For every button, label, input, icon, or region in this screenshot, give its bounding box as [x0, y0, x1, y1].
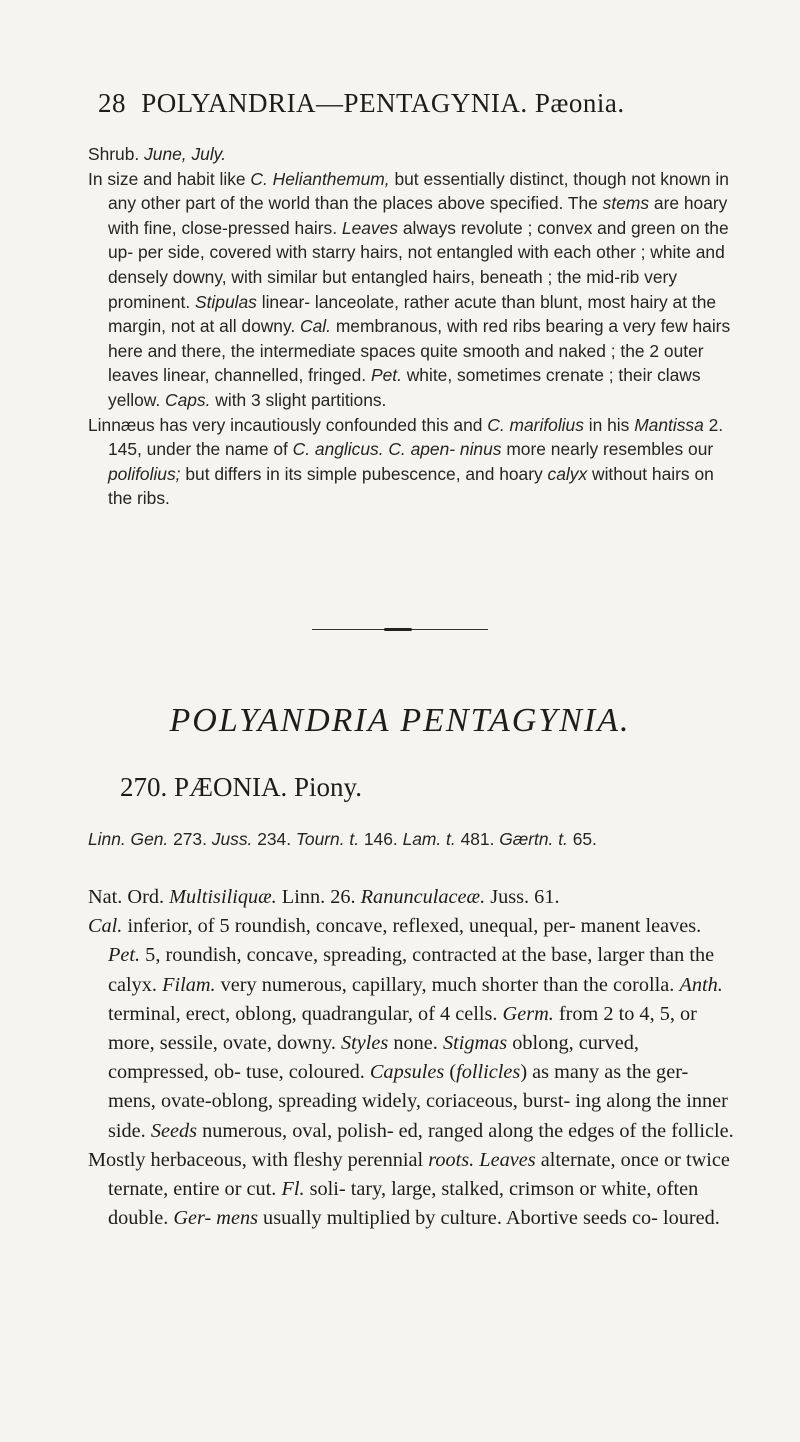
- text-run: (: [444, 1061, 457, 1084]
- text-run: 234.: [252, 829, 296, 849]
- text-run: soli- tary, large, stalked, crimson or white, often double.: [108, 1178, 699, 1230]
- text-run: Mostly herbaceous, with fleshy perennial: [88, 1148, 429, 1171]
- text-run: 273.: [168, 829, 212, 849]
- genus-description: [88, 883, 738, 1233]
- text-run: more nearly resembles our: [501, 439, 714, 460]
- text-run-italic: Lam. t.: [402, 829, 456, 849]
- text-run-italic: Filam.: [162, 973, 216, 996]
- text-run: but essentially distinct, though not known in any other part of the world than the places above specified. The: [108, 168, 729, 214]
- text-run: 481.: [455, 829, 500, 849]
- text-run: 65.: [567, 829, 597, 849]
- running-genus: Pæonia.: [534, 88, 625, 118]
- text-run: white, sometimes crenate ; their claws yellow.: [108, 365, 701, 410]
- text-run-italic: roots.: [428, 1148, 475, 1171]
- text-run-italic: Germ.: [502, 1002, 554, 1025]
- section-title: POLYANDRIA PENTAGYNIA.: [169, 702, 631, 739]
- text-run: Nat. Ord.: [88, 886, 170, 908]
- text-run-italic: Multisiliquæ.: [169, 886, 277, 908]
- text-run: 2. 145, under the name of: [108, 414, 724, 460]
- page-header: [98, 88, 738, 119]
- text-run: Linnæus has very incautiously confounded this and: [88, 414, 488, 435]
- running-title: POLYANDRIA—PENTAGYNIA.: [141, 88, 528, 118]
- text-run: but differs in its simple pubescence, and hoary: [180, 463, 548, 484]
- text-run: usually multiplied by culture. Abortive seeds co- loured.: [257, 1207, 720, 1230]
- text-run: Linn. 26.: [276, 886, 361, 908]
- text-run-italic: Seeds: [150, 1119, 197, 1142]
- species-paragraph: [88, 413, 738, 511]
- species-paragraph: [88, 142, 738, 167]
- text-run-italic: Juss.: [211, 829, 253, 849]
- species-description: [88, 142, 738, 511]
- text-run-italic: Tourn. t.: [295, 829, 360, 849]
- genus-paragraph: [88, 912, 738, 1146]
- text-run-italic: Stipulas: [195, 291, 257, 312]
- text-run: 5, roundish, concave, spreading, contracted at the base, larger than the calyx.: [108, 944, 715, 996]
- text-run: Shrub.: [88, 144, 145, 164]
- references-line: [88, 827, 738, 852]
- text-run: without hairs on the ribs.: [108, 463, 714, 509]
- text-run: from 2 to 4, 5, or more, sessile, ovate, downy.: [108, 1002, 697, 1055]
- text-run-italic: Gærtn. t.: [499, 829, 568, 849]
- genus-heading: 270. PÆONIA. Piony.: [120, 772, 363, 802]
- text-run: terminal, erect, oblong, quadrangular, of 4 cells.: [108, 1002, 503, 1025]
- text-run-italic: polifolius;: [108, 463, 181, 484]
- genus-paragraph: [88, 1146, 738, 1234]
- text-run-italic: Styles: [341, 1032, 389, 1055]
- text-run: 146.: [359, 829, 403, 849]
- text-run: always revolute ; convex and green on the up- per side, covered with starry hairs, not entangled with each other ; white and densely downy, with similar but entangled hairs, beneath ; the mid-rib very prominent.: [108, 217, 729, 312]
- text-run-italic: C. Helianthemum,: [250, 168, 390, 189]
- text-run-italic: Cal.: [88, 915, 123, 938]
- text-run-italic: stems: [602, 193, 650, 214]
- text-run: oblong, curved, compressed, ob- tuse, coloured.: [108, 1032, 639, 1084]
- divider-flourish: [384, 628, 412, 631]
- text-run-italic: Leaves: [479, 1148, 536, 1171]
- text-run-italic: Leaves: [341, 217, 398, 238]
- text-run-italic: Mantissa: [634, 414, 704, 435]
- text-run-italic: Stigmas: [442, 1032, 508, 1055]
- text-run: inferior, of 5 roundish, concave, reflexed, unequal, per- manent leaves.: [122, 915, 702, 938]
- text-run-italic: Pet.: [370, 365, 402, 386]
- text-run-italic: Ranunculaceæ.: [360, 886, 486, 908]
- text-run: numerous, oval, polish- ed, ranged along the edges of the follicle.: [197, 1119, 734, 1142]
- text-run-italic: June, July.: [144, 144, 226, 164]
- text-run-italic: calyx: [547, 463, 588, 484]
- text-run: very numerous, capillary, much shorter than the corolla.: [215, 973, 680, 996]
- text-run: with 3 slight partitions.: [210, 389, 387, 410]
- text-run-italic: Ger- mens: [173, 1207, 258, 1230]
- text-run: are hoary with fine, close-pressed hairs.: [108, 193, 728, 238]
- text-run: In size and habit like: [88, 168, 251, 189]
- text-run: ) as many as the ger- mens, ovate-oblong, spreading widely, coriaceous, burst- ing along the inner side.: [108, 1061, 728, 1142]
- text-run: alternate, once or twice ternate, entire or cut.: [108, 1148, 730, 1201]
- text-run-italic: Fl.: [281, 1178, 305, 1201]
- text-run: linear- lanceolate, rather acute than blunt, most hairy at the margin, not at all downy.: [108, 291, 717, 337]
- text-run-italic: C. anglicus. C. apen- ninus: [292, 439, 502, 460]
- genus-references: [88, 827, 738, 852]
- text-run: Juss. 61.: [485, 886, 560, 908]
- text-run-italic: C. marifolius: [487, 414, 584, 435]
- text-run-italic: Caps.: [165, 389, 211, 410]
- natural-order-line: [88, 883, 738, 912]
- text-run-italic: follicles: [456, 1061, 521, 1084]
- text-run: in his: [583, 414, 635, 435]
- text-run: membranous, with red ribs bearing a very few hairs here and there, the intermediate spaces quite smooth and naked ; the 2 outer leaves linear, channelled, fringed.: [108, 316, 731, 386]
- text-run: none.: [388, 1032, 443, 1055]
- page-number: 28: [98, 88, 126, 118]
- text-run-italic: Anth.: [679, 973, 723, 996]
- text-run-italic: Linn. Gen.: [88, 829, 169, 849]
- section-divider-ornament: [312, 628, 488, 632]
- text-run-italic: Cal.: [300, 316, 331, 337]
- species-paragraph: [88, 167, 738, 413]
- text-run-italic: Pet.: [108, 944, 141, 967]
- text-run-italic: Capsules: [369, 1061, 445, 1084]
